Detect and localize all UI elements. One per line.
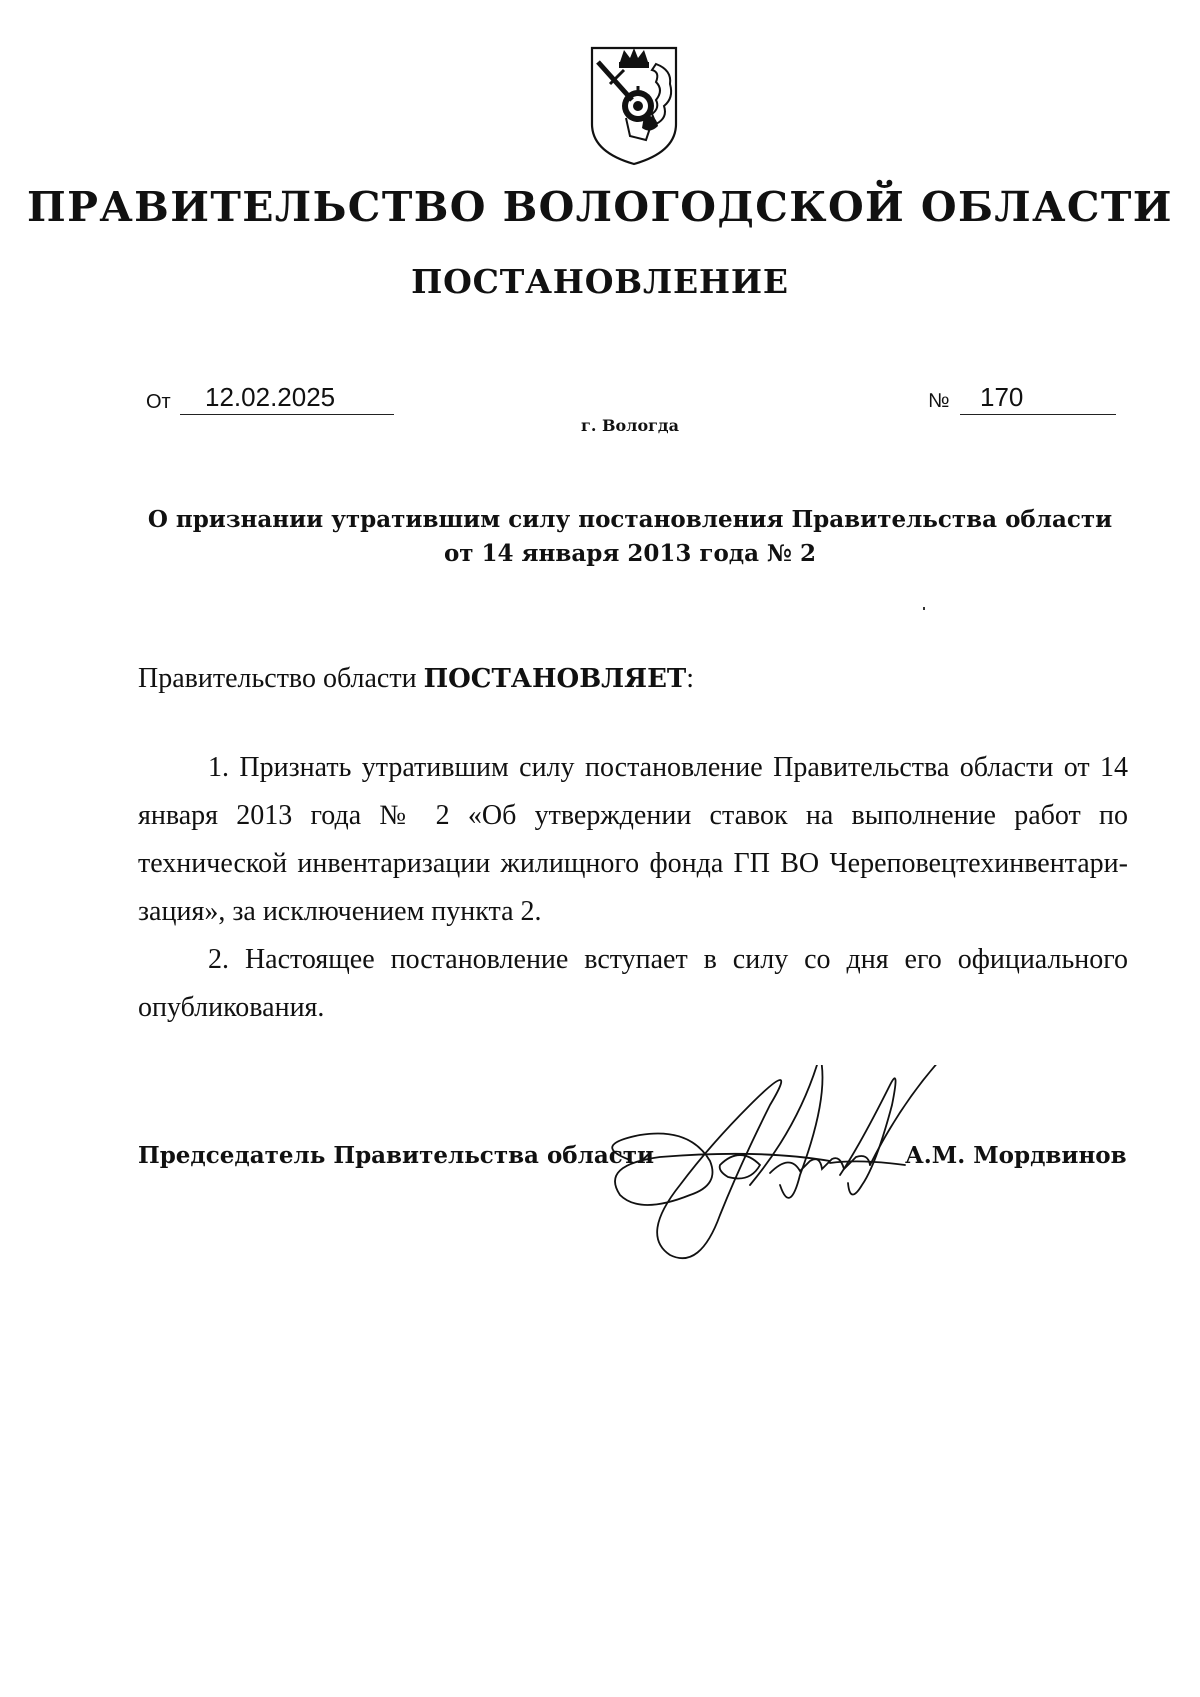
signer-title: Председатель Правительства области [138, 1142, 655, 1169]
decree-verb: ПОСТАНОВЛЯЕТ [423, 664, 687, 694]
document-date: 12.02.2025 [180, 382, 394, 415]
number-label: № [928, 390, 950, 412]
date-label: От [146, 391, 171, 413]
decree-clause [138, 663, 694, 695]
scan-speck [923, 607, 925, 610]
coat-of-arms-emblem [586, 44, 682, 168]
signer-name: А.М. Мордвинов [905, 1142, 1127, 1169]
item-1: 1. Признать утратившим силу постановление Правительства области от 14 января 2013 года № 2 «Об утверждении ставок на выполнение работ по технической инвентаризации жилищного фонда ГП ВО Череповецтехинвентари-зация», за исключением пункта 2. [138, 752, 1128, 927]
document-subject [0, 503, 1200, 571]
decree-lead: Правительство области [138, 663, 424, 694]
subject-line-2: от 14 января 2013 года № 2 [443, 540, 817, 567]
document-number: 170 [960, 382, 1116, 415]
decree-colon: : [686, 663, 695, 694]
item-2: 2. Настоящее постановление вступает в силу со дня его официального опубликования. [138, 944, 1128, 1023]
document-type-title: ПОСТАНОВЛЕНИЕ [411, 262, 789, 301]
city-label: г. Вологда [581, 416, 679, 435]
document-body [138, 744, 1128, 1032]
handwritten-signature [600, 1065, 970, 1275]
government-title: ПРАВИТЕЛЬСТВО ВОЛОГОДСКОЙ ОБЛАСТИ [27, 183, 1173, 231]
subject-line-1: О признании утратившим силу постановления Правительства области [147, 506, 1113, 533]
